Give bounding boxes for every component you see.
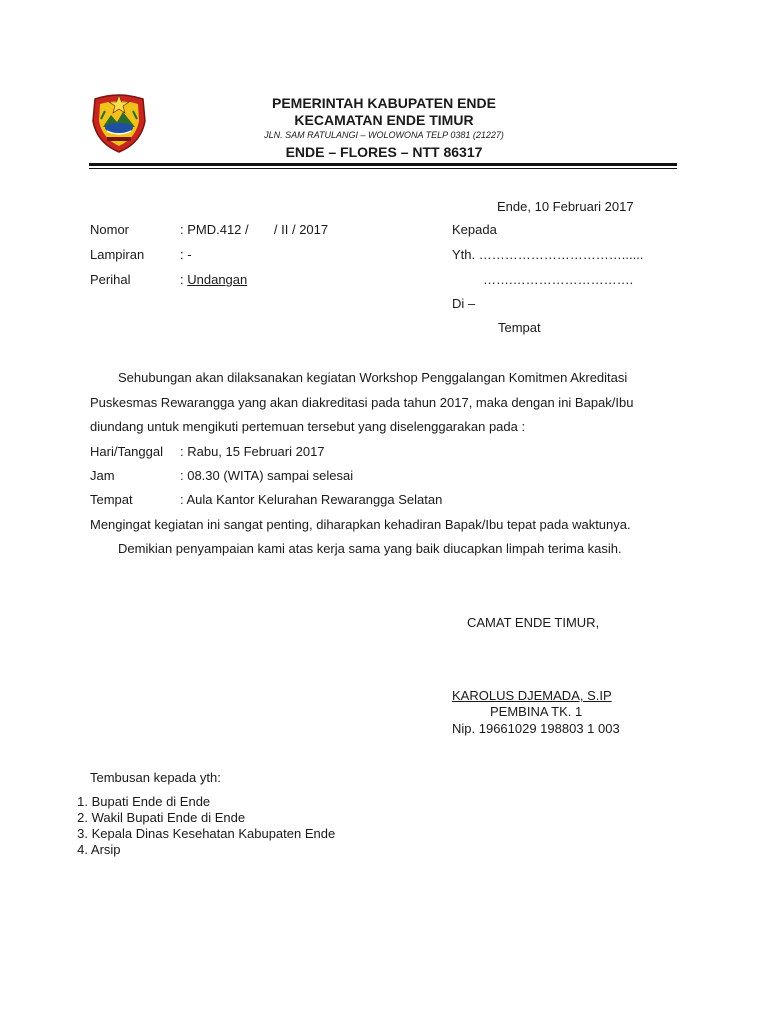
cc-item-text: Bupati Ende di Ende <box>91 794 211 809</box>
signature-rank: PEMBINA TK. 1 <box>490 704 583 719</box>
cc-heading: Tembusan kepada yth: <box>90 770 221 785</box>
tempat-label: Tempat <box>90 492 133 507</box>
perihal-value: Undangan <box>187 272 248 287</box>
cc-list <box>74 794 335 858</box>
body-paragraph-1-line-2: Puskesmas Rewarangga yang akan diakreditasi pada tahun 2017, maka dengan ini Bapak/Ibu <box>90 395 634 410</box>
perihal-colon: : <box>180 272 188 287</box>
hari-value: : Rabu, 15 Februari 2017 <box>180 444 325 459</box>
nomor-label: Nomor <box>90 222 130 237</box>
header-region: ENDE – FLORES – NTT 86317 <box>285 144 483 160</box>
body-paragraph-2: Mengingat kegiatan ini sangat penting, diharapkan kehadiran Bapak/Ibu tepat pada waktunya. <box>90 517 631 532</box>
header-rule-thick <box>89 163 677 166</box>
cc-item-number: 4. <box>77 842 88 857</box>
perihal-value-row <box>180 272 247 287</box>
lampiran-label: Lampiran <box>90 247 145 262</box>
cc-item-number: 3. <box>77 826 88 841</box>
body-paragraph-1-line-3: diundang untuk mengikuti pertemuan tersebut yang diselenggarakan pada : <box>90 419 526 434</box>
cc-item-text: Arsip <box>90 842 121 857</box>
jam-label: Jam <box>90 468 115 483</box>
list-item <box>74 810 335 826</box>
cc-item-number: 1. <box>77 794 88 809</box>
recipient-kepada: Kepada <box>452 222 497 237</box>
jam-value: : 08.30 (WITA) sampai selesai <box>180 468 354 483</box>
recipient-dots: …….………………………. <box>483 272 634 287</box>
signature-nip: Nip. 19661029 198803 1 003 <box>452 721 620 736</box>
cc-item-number: 2. <box>77 810 88 825</box>
cc-item-text: Kepala Dinas Kesehatan Kabupaten Ende <box>91 826 336 841</box>
signature-name: KAROLUS DJEMADA, S.IP <box>452 688 612 703</box>
list-item <box>74 794 335 810</box>
recipient-yth: Yth. ……………………………...... <box>452 247 644 262</box>
header-district: KECAMATAN ENDE TIMUR <box>294 112 474 128</box>
recipient-tempat: Tempat <box>498 320 541 335</box>
signature-title: CAMAT ENDE TIMUR, <box>467 615 600 630</box>
list-item <box>74 842 335 858</box>
cc-item-text: Wakil Bupati Ende di Ende <box>91 810 246 825</box>
header-address: JLN. SAM RATULANGI – WOLOWONA TELP 0381 (21227) <box>264 130 504 140</box>
header-government: PEMERINTAH KABUPATEN ENDE <box>271 95 496 111</box>
list-item <box>74 826 335 842</box>
letter-date: Ende, 10 Februari 2017 <box>497 199 634 214</box>
regency-emblem-icon <box>89 91 149 153</box>
header-rule-thin <box>89 168 677 169</box>
tempat-value: : Aula Kantor Kelurahan Rewarangga Selatan <box>180 492 443 507</box>
body-paragraph-3: Demikian penyampaian kami atas kerja sama yang baik diucapkan limpah terima kasih. <box>118 541 622 556</box>
nomor-value: : PMD.412 / / II / 2017 <box>180 222 329 237</box>
body-paragraph-1-line-1: Sehubungan akan dilaksanakan kegiatan Workshop Penggalangan Komitmen Akreditasi <box>118 370 628 385</box>
lampiran-value: : - <box>180 247 192 262</box>
recipient-di: Di – <box>452 296 476 311</box>
perihal-label: Perihal <box>90 272 131 287</box>
hari-label: Hari/Tanggal <box>90 444 163 459</box>
